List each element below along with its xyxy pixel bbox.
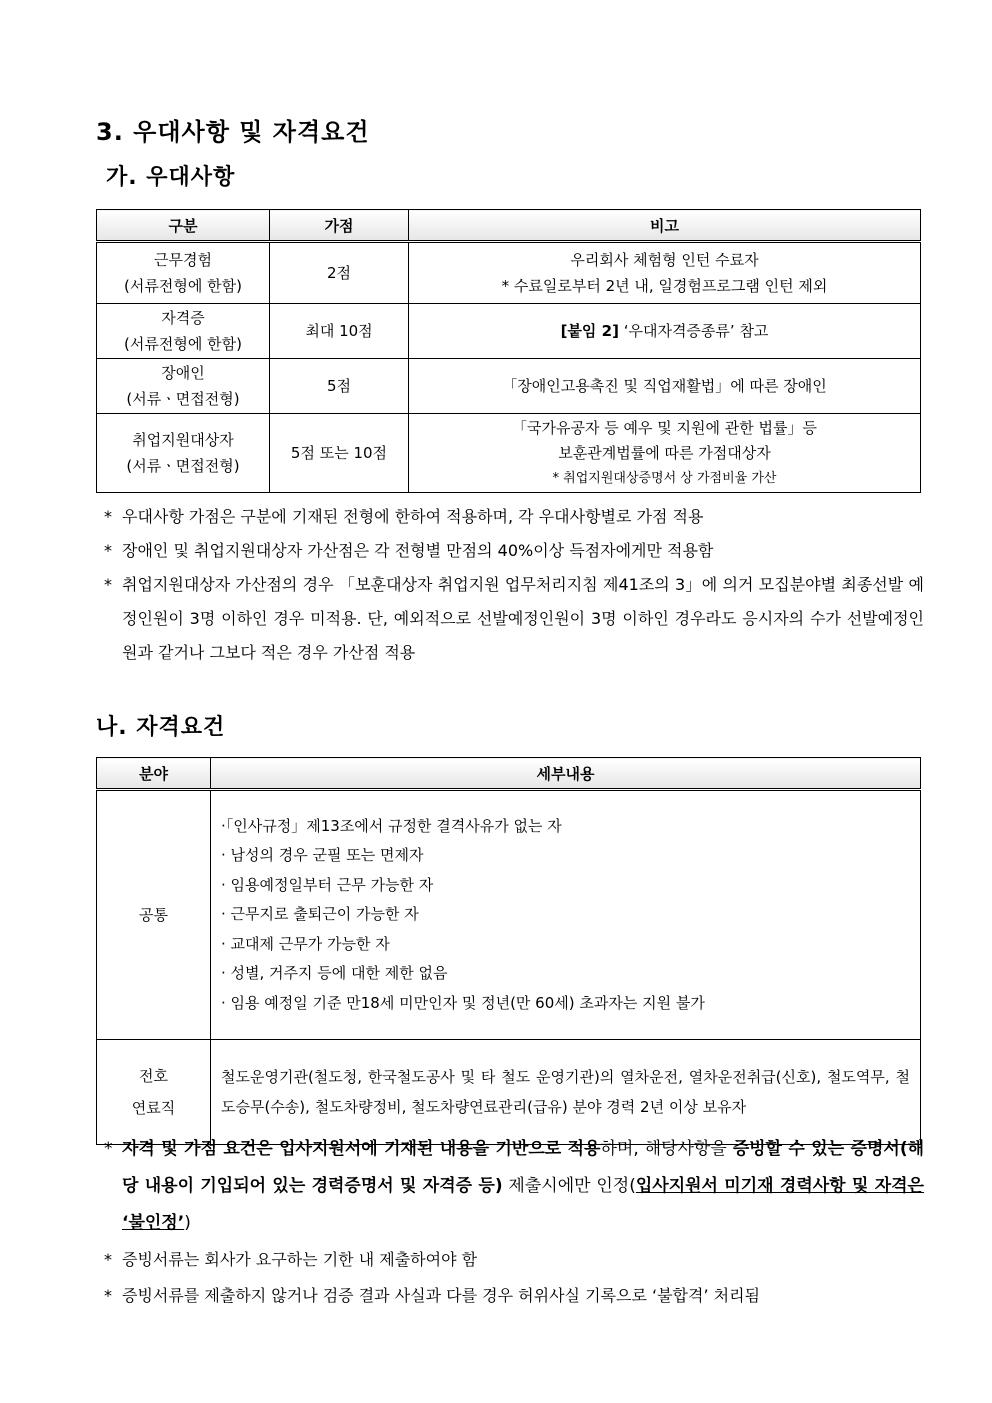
points-cell: 5점 또는 10점 xyxy=(270,414,409,493)
list-item: · 교대제 근무가 가능한 자 xyxy=(221,934,390,953)
category-cell xyxy=(97,242,270,304)
category-scope: (서류전형에 한함) xyxy=(124,277,242,295)
requirement-list xyxy=(221,812,910,1018)
note-marker: * xyxy=(104,575,112,594)
note-item: * 장애인 및 취업지원대상자 가산점은 각 전형별 만점의 40%이상 득점자에게만 적용함 xyxy=(104,534,924,568)
header-points: 가점 xyxy=(270,210,409,242)
note-item: * 우대사항 가점은 구분에 기재된 전형에 한하여 적용하며, 각 우대사항별로 가점 적용 xyxy=(104,500,924,534)
table-row xyxy=(97,1040,921,1145)
field-cell: 전호 연료직 xyxy=(97,1040,211,1145)
note-item: * 자격 및 가점 요건은 입사지원서에 기재된 내용을 기반으로 적용하며, 해당사항을 증빙할 수 있는 증명서(해당 내용이 기입되어 있는 경력증명서 및 자격증 등) 제출시에만 인정(입사지원서 미기재 경력사항 및 자격은 ‘불인정’) xyxy=(104,1131,924,1242)
header-category: 구분 xyxy=(97,210,270,242)
section-title: 3. 우대사항 및 자격요건 xyxy=(96,118,370,146)
remark-note: * 수료일로부터 2년 내, 일경험프로그램 인턴 제외 xyxy=(501,277,828,295)
category-name: 장애인 xyxy=(161,364,205,382)
points-cell: 최대 10점 xyxy=(270,304,409,359)
remark-text: 「국가유공자 등 예우 및 지원에 관한 법률」등 xyxy=(512,418,817,437)
list-item: · 성별, 거주지 등에 대한 제한 없음 xyxy=(221,964,448,983)
category-name: 근무경험 xyxy=(154,251,212,269)
note-item: * 취업지원대상자 가산점의 경우 「보훈대상자 취업지원 업무처리지침 제41조의 3」에 의거 모집분야별 최종선발 예정인원이 3명 이하인 경우 미적용. 단, 예외적으로 선발예정인원이 3명 이하인 경우라도 응시자의 수가 선발예정인원과 같거나 그보다 적은 경우 가산점 적용 xyxy=(104,568,924,670)
note-marker: * xyxy=(104,1286,112,1305)
qualification-subtitle: 나. 자격요건 xyxy=(96,715,226,740)
note-marker: * xyxy=(104,1250,112,1269)
note-marker: * xyxy=(104,507,112,526)
category-cell xyxy=(97,359,270,414)
category-cell xyxy=(97,414,270,493)
table-header-row xyxy=(97,210,921,242)
qualification-table xyxy=(96,757,921,1145)
note-marker: * xyxy=(104,541,112,560)
category-scope: (서류전형에 한함) xyxy=(124,335,242,353)
list-item: · 근무지로 출퇴근이 가능한 자 xyxy=(221,905,419,924)
points-cell: 2점 xyxy=(270,242,409,304)
note-item: * 증빙서류를 제출하지 않거나 검증 결과 사실과 다를 경우 허위사실 기록으로 ‘불합격’ 처리됨 xyxy=(104,1278,924,1314)
remark-text: 보훈관계법률에 따른 가점대상자 xyxy=(558,443,771,462)
note-marker: * xyxy=(104,1139,113,1159)
remark-cell xyxy=(409,414,921,493)
header-remark: 비고 xyxy=(409,210,921,242)
note-item: * 증빙서류는 회사가 요구하는 기한 내 제출하여야 함 xyxy=(104,1242,924,1278)
remark-text: 우리회사 체험형 인턴 수료자 xyxy=(570,251,759,269)
table-row xyxy=(97,304,921,359)
preference-table xyxy=(96,209,921,493)
preference-notes xyxy=(104,500,924,670)
qualification-notes xyxy=(104,1131,924,1314)
list-item: · 임용예정일부터 근무 가능한 자 xyxy=(221,875,434,894)
points-cell: 5점 xyxy=(270,359,409,414)
attachment-reference: [붙임 2] xyxy=(560,322,619,340)
remark-text: ‘우대자격증종류’ 참고 xyxy=(618,322,769,340)
header-field: 분야 xyxy=(97,758,211,790)
table-header-row xyxy=(97,758,921,790)
table-row xyxy=(97,414,921,493)
detail-cell xyxy=(211,790,921,1040)
table-row xyxy=(97,790,921,1040)
category-cell xyxy=(97,304,270,359)
category-scope: (서류ㆍ면접전형) xyxy=(126,457,240,475)
remark-cell xyxy=(409,304,921,359)
preference-subtitle: 가. 우대사항 xyxy=(106,165,236,190)
category-name: 취업지원대상자 xyxy=(132,431,234,449)
remark-cell xyxy=(409,242,921,304)
detail-cell: 철도운영기관(철도청, 한국철도공사 및 타 철도 운영기관)의 열차운전, 열차운전취급(신호), 철도역무, 철도승무(수송), 철도차량정비, 철도차량연료관리(급유) 분야 경력 2년 이상 보유자 xyxy=(211,1040,921,1145)
header-detail: 세부내용 xyxy=(211,758,921,790)
table-row xyxy=(97,242,921,304)
list-item: ·「인사규정」제13조에서 규정한 결격사유가 없는 자 xyxy=(221,817,562,836)
list-item: · 남성의 경우 군필 또는 면제자 xyxy=(221,846,424,865)
remark-note: * 취업지원대상증명서 상 가점비율 가산 xyxy=(552,470,777,486)
remark-cell: 「장애인고용촉진 및 직업재활법」에 따른 장애인 xyxy=(409,359,921,414)
table-row xyxy=(97,359,921,414)
list-item: · 임용 예정일 기준 만18세 미만인자 및 정년(만 60세) 초과자는 지원 불가 xyxy=(221,993,705,1012)
field-cell: 공통 xyxy=(97,790,211,1040)
category-name: 자격증 xyxy=(161,309,205,327)
category-scope: (서류ㆍ면접전형) xyxy=(126,390,240,408)
